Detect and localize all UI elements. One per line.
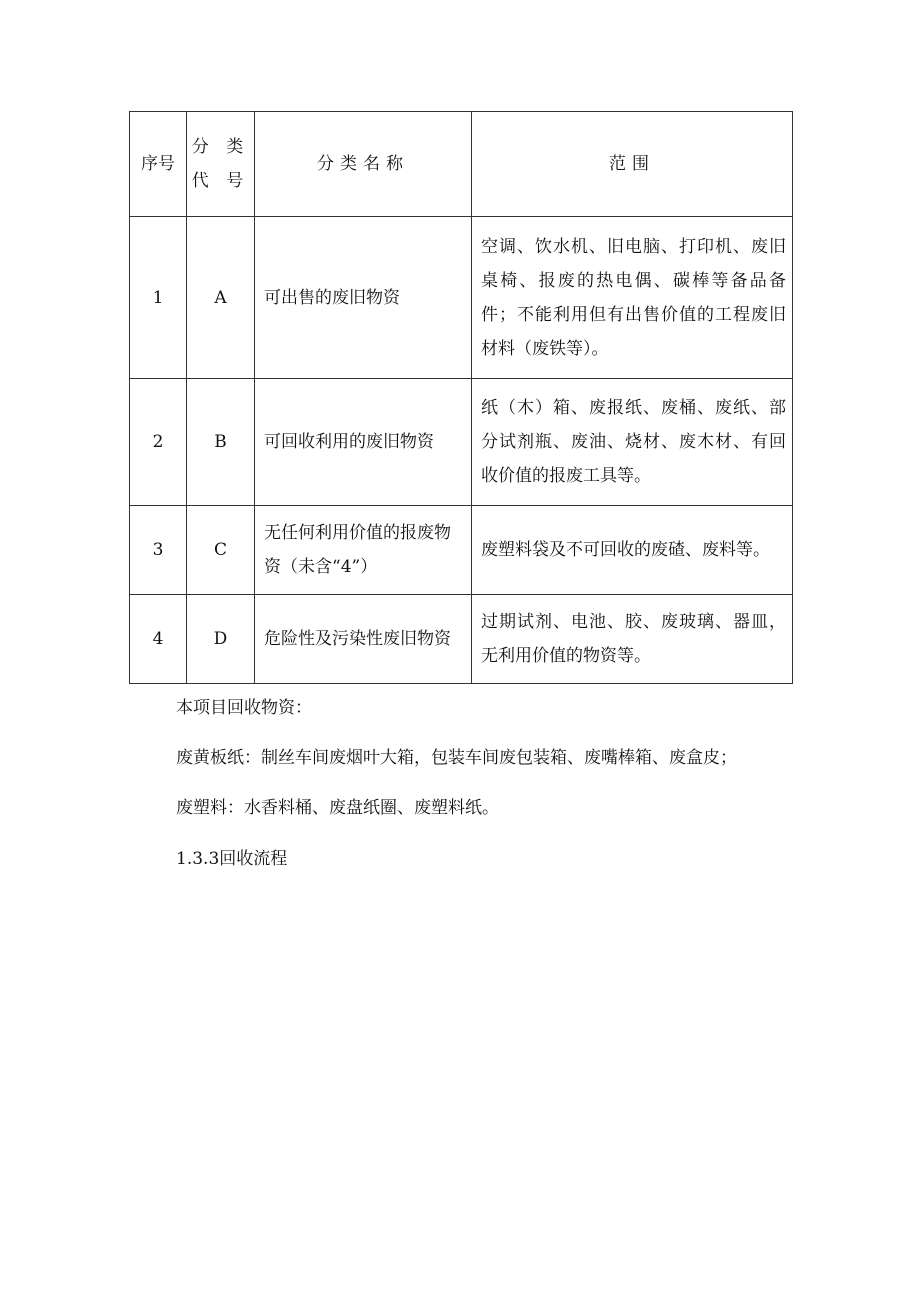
row-index: 1 bbox=[130, 217, 187, 379]
header-name: 分类名称 bbox=[255, 112, 472, 217]
header-index: 序号 bbox=[130, 112, 187, 217]
row-index: 2 bbox=[130, 379, 187, 506]
table-header-row bbox=[130, 112, 793, 217]
row-code: C bbox=[187, 506, 255, 595]
table-row bbox=[130, 379, 793, 506]
header-code-line2: 代 号 bbox=[191, 171, 250, 191]
row-range: 空调、饮水机、旧电脑、打印机、废旧桌椅、报废的热电偶、碳棒等备品备件；不能利用但有出售价值的工程废旧材料（废铁等）。 bbox=[472, 217, 793, 379]
row-name: 可出售的废旧物资 bbox=[255, 217, 472, 379]
row-range: 过期试剂、电池、胶、废玻璃、器皿，无利用价值的物资等。 bbox=[472, 595, 793, 684]
header-range: 范围 bbox=[472, 112, 793, 217]
section-heading: 1.3.3回收流程 bbox=[176, 849, 288, 869]
row-range: 废塑料袋及不可回收的废碴、废料等。 bbox=[472, 506, 793, 595]
cardboard-line: 废黄板纸：制丝车间废烟叶大箱，包装车间废包装箱、废嘴棒箱、废盒皮； bbox=[176, 748, 737, 768]
recycle-intro: 本项目回收物资： bbox=[176, 698, 312, 718]
row-name: 危险性及污染性废旧物资 bbox=[255, 595, 472, 684]
row-name: 可回收利用的废旧物资 bbox=[255, 379, 472, 506]
row-code: A bbox=[187, 217, 255, 379]
header-code bbox=[187, 112, 255, 217]
classification-table bbox=[129, 111, 793, 684]
table-row bbox=[130, 595, 793, 684]
row-code: D bbox=[187, 595, 255, 684]
plastic-line: 废塑料：水香料桶、废盘纸圈、废塑料纸。 bbox=[176, 798, 499, 818]
row-name: 无任何利用价值的报废物资（未含“4”） bbox=[255, 506, 472, 595]
row-index: 3 bbox=[130, 506, 187, 595]
header-code-line1: 分 类 bbox=[191, 137, 250, 157]
row-range: 纸（木）箱、废报纸、废桶、废纸、部分试剂瓶、废油、烧材、废木材、有回收价值的报废工具等。 bbox=[472, 379, 793, 506]
row-index: 4 bbox=[130, 595, 187, 684]
row-code: B bbox=[187, 379, 255, 506]
table-row bbox=[130, 217, 793, 379]
table-row bbox=[130, 506, 793, 595]
